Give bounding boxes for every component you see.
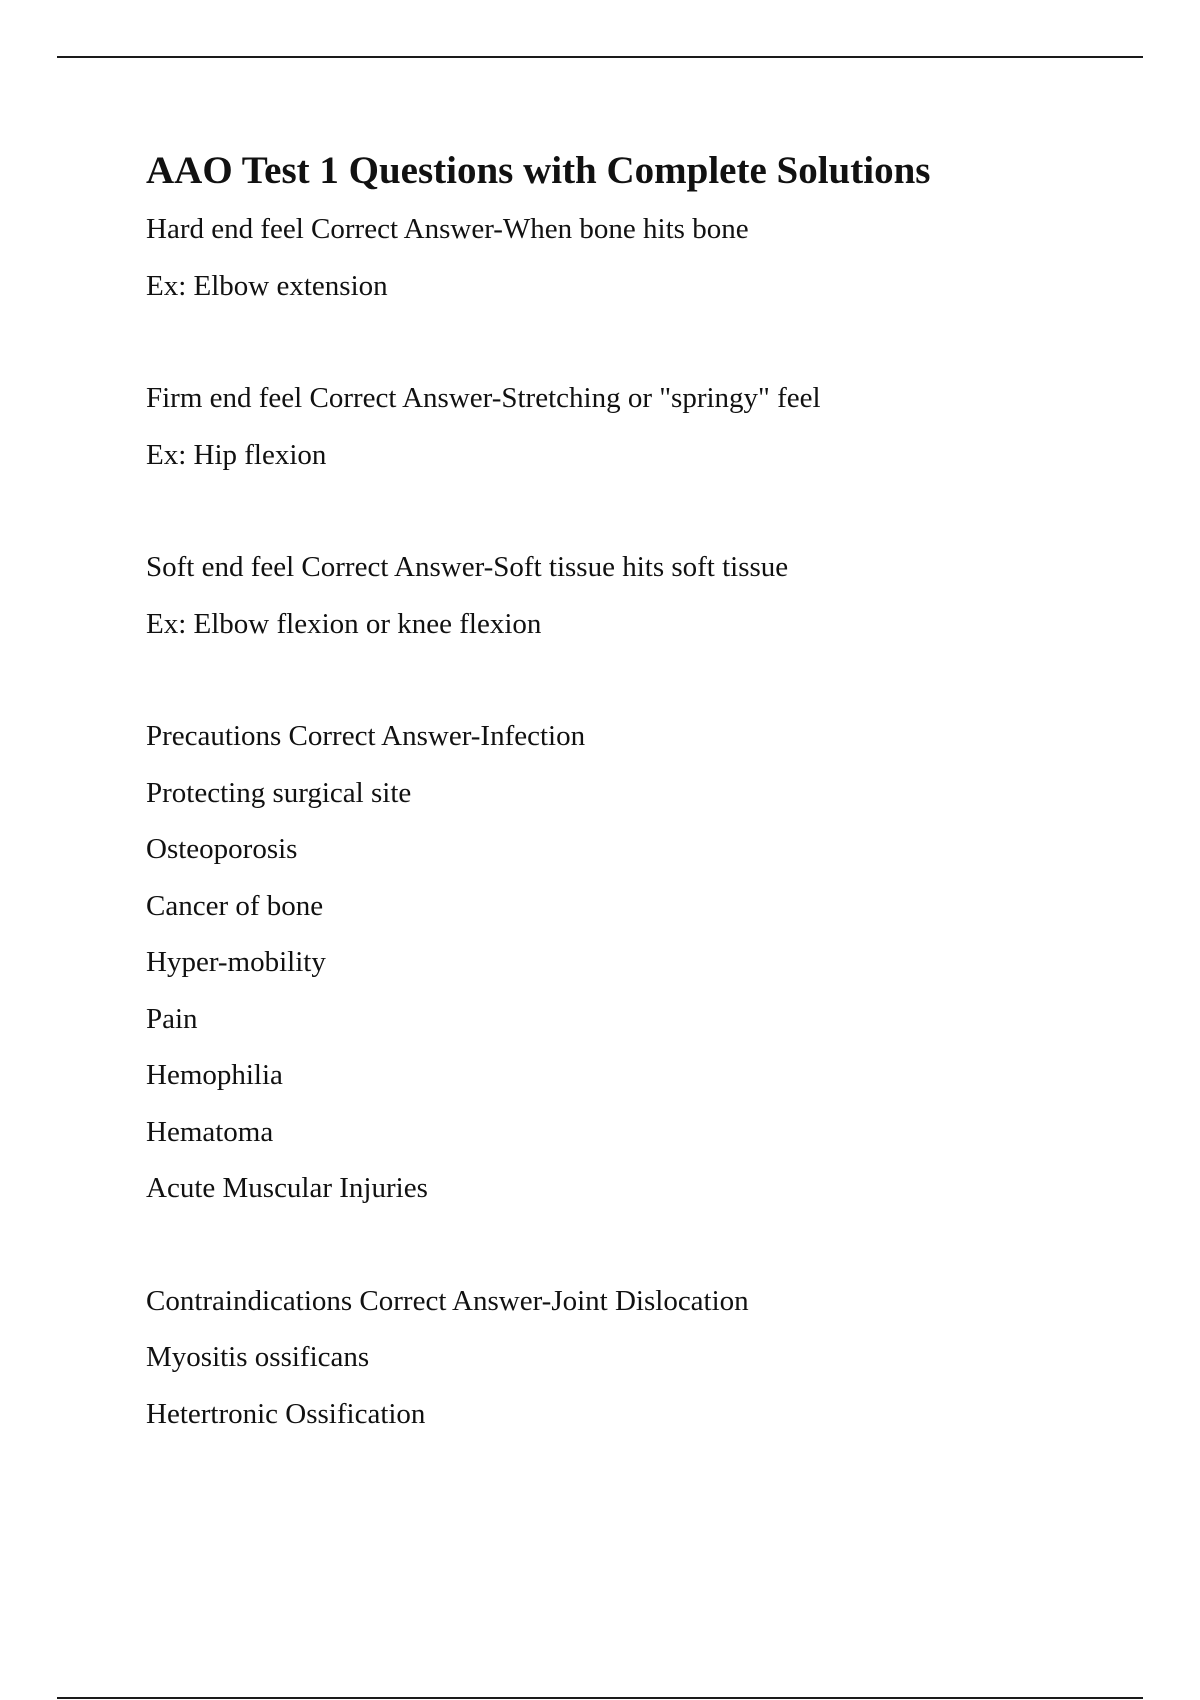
entry-line: Firm end feel Correct Answer-Stretching or "springy" feel [146, 382, 821, 414]
entry-line: Protecting surgical site [146, 776, 412, 809]
entry-line: Myositis ossificans [146, 1341, 370, 1373]
entry-line: Hyper-mobility [146, 946, 326, 978]
entry-line: Hetertronic Ossification [146, 1397, 426, 1430]
qa-entry-hard-end-feel [146, 201, 1136, 314]
entry-line: Ex: Hip flexion [146, 438, 327, 471]
qa-entry-contraindications [146, 1273, 1136, 1443]
document-body [146, 141, 1136, 1498]
footer-rule [57, 1697, 1143, 1699]
qa-entry-firm-end-feel [146, 370, 1136, 483]
entry-line: Acute Muscular Injuries [146, 1172, 428, 1204]
document-title: AAO Test 1 Questions with Complete Solutions [146, 149, 931, 192]
header-rule [57, 56, 1143, 58]
entry-line: Cancer of bone [146, 889, 324, 922]
entry-line: Osteoporosis [146, 833, 298, 865]
entry-line: Precautions Correct Answer-Infection [146, 720, 586, 752]
entry-line: Ex: Elbow flexion or knee flexion [146, 607, 542, 640]
qa-entry-soft-end-feel [146, 539, 1136, 652]
entry-line: Hard end feel Correct Answer-When bone hits bone [146, 213, 749, 245]
entry-line: Contraindications Correct Answer-Joint Dislocation [146, 1284, 749, 1317]
qa-entry-precautions [146, 708, 1136, 1217]
entry-line: Hematoma [146, 1115, 274, 1148]
entry-line: Soft end feel Correct Answer-Soft tissue hits soft tissue [146, 551, 789, 583]
entry-line: Pain [146, 1002, 198, 1035]
entry-line: Hemophilia [146, 1059, 283, 1091]
entry-line: Ex: Elbow extension [146, 269, 388, 302]
